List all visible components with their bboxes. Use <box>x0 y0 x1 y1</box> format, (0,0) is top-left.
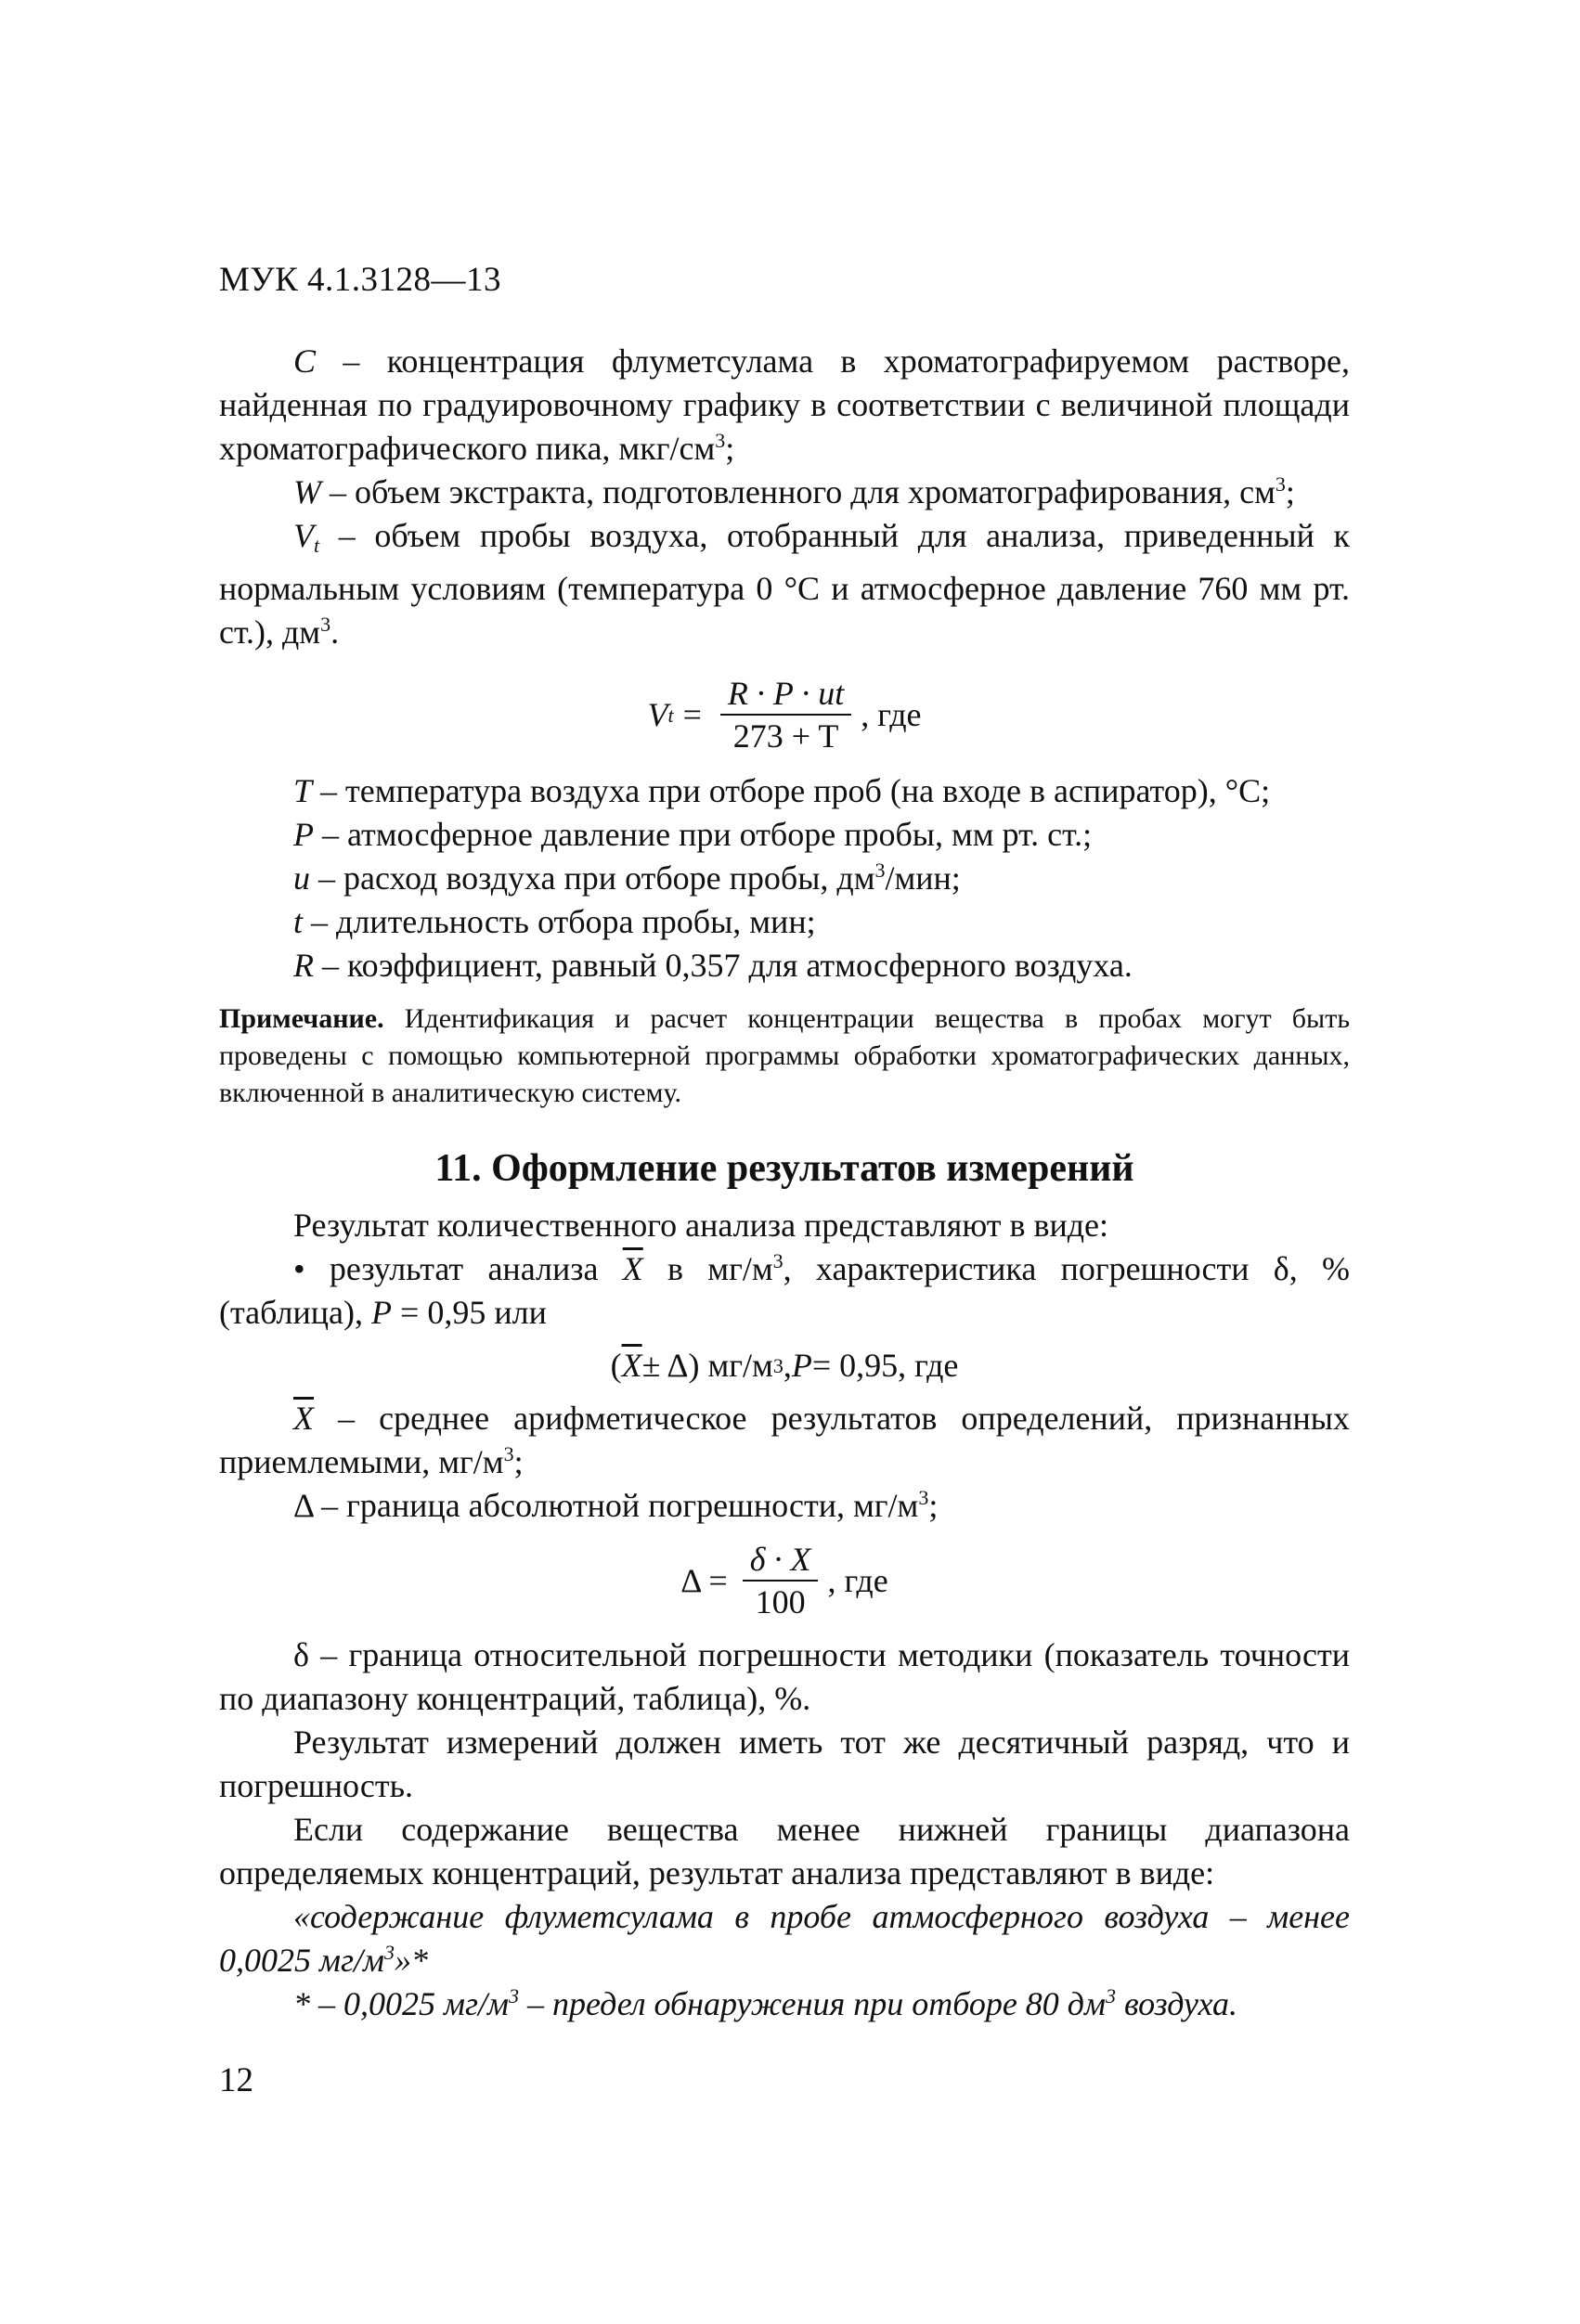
footnote: * – 0,0025 $мг/м^3$ – предел обнаружения при отборе 80 $дм^3$ воздуха. <box>293 1984 1237 2022</box>
param-vt: Vt – объем пробы воздуха, отобранный для анализа, приведенный к нормальным условиям (температура 0 °С и атмосферное давление 760 мм рт. ст.), $дм^3$. <box>219 517 1350 651</box>
formula-vt: V t = $\frac{R \cdot P \cdot ut}{273 + T}$ , где <box>647 675 922 755</box>
param-p: P – атмосферное давление при отборе пробы, мм рт. ст.; <box>293 816 1093 853</box>
document-body <box>219 340 1350 2026</box>
formula-result: ( $\overline{X}$ ± Δ) мг/м 3 , P = 0,95, где <box>610 1347 959 1384</box>
param-w: W – объем экстракта, подготовленного для хроматографирования, $см^3$; <box>293 472 1295 510</box>
document-header: МУК 4.1.3128—13 <box>219 261 502 299</box>
param-t-duration: t – длительность отбора пробы, мин; <box>293 903 816 940</box>
xbar-definition: $\overline{X}$ – среднее арифметическое результатов определений, признанных приемлемыми, $мг/м^3$; <box>219 1400 1350 1480</box>
section-intro: Результат количественного анализа представляют в виде: <box>293 1207 1109 1244</box>
param-t-temp: T – температура воздуха при отборе проб (на входе в аспиратор), °С; <box>293 772 1271 809</box>
below-limit-quote: «содержание флуметсулама в пробе атмосферного воздуха – менее 0,0025 $мг/м^3»*$ <box>219 1898 1350 1979</box>
fraction: $\frac{\delta \cdot X}{100}$ <box>743 1539 819 1622</box>
formula-delta: Δ = $\frac{\delta \cdot X}{100}$ , где <box>680 1541 888 1620</box>
section-title: 11. Оформление результатов измерений <box>434 1147 1134 1190</box>
param-r: R – коэффициент, равный 0,357 для атмосферного воздуха. <box>293 947 1133 984</box>
below-limit-rule: Если содержание вещества менее нижней границы диапазона определяемых концентраций, результат анализа представляют в виде: <box>219 1811 1350 1891</box>
param-u: u – расход воздуха при отборе пробы, $дм^3$/мин; <box>293 859 961 897</box>
page-number: 12 <box>219 2061 253 2099</box>
delta-definition: Δ – граница абсолютной погрешности, $мг/м^3$; <box>293 1486 939 1524</box>
decimal-rule: Результат измерений должен иметь тот же десятичный разряд, что и погрешность. <box>219 1724 1350 1804</box>
bullet-result: • результат анализа $\overline{X}$ в $мг/м^3$, характеристика погрешности δ, % (таблица), P = 0,95 или <box>219 1249 1351 1331</box>
relative-error-definition: δ – граница относительной погрешности методики (показатель точности по диапазону концентраций, таблица), %. <box>219 1636 1350 1717</box>
fraction: $\frac{R \cdot P \cdot ut}{273 + T}$ <box>720 673 851 756</box>
param-c: C – концентрация флуметсулама в хроматографируемом растворе, найденная по градуировочному графику в соответствии с величиной площади хроматографического пика, мкг/$см^3$; <box>219 342 1350 467</box>
note: Примечание. Идентификация и расчет концентрации вещества в пробах могут быть проведены с помощью компьютерной программы обработки хроматографических данных, включенной в аналитическую систему. <box>219 1003 1350 1108</box>
